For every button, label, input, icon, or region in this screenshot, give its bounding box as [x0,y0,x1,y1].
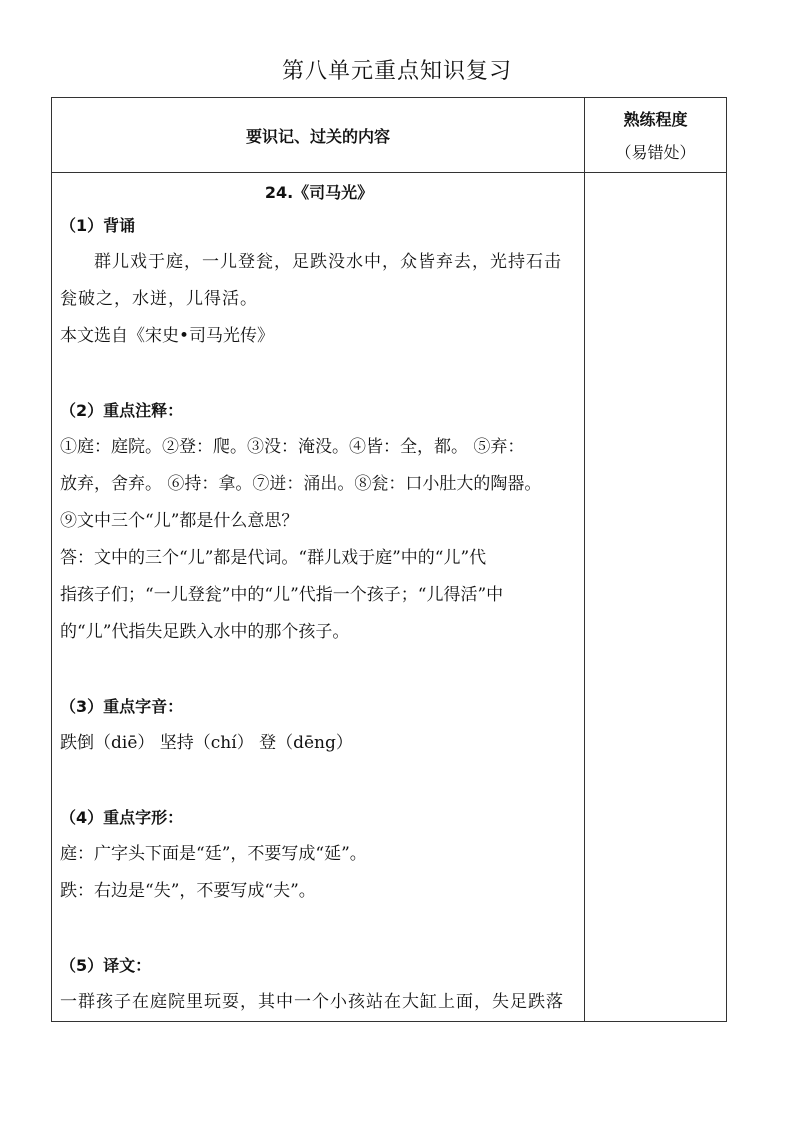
table-row [52,173,727,1022]
text-line: 的“儿”代指失足跌入水中的那个孩子。 [60,622,350,642]
page-title: 第八单元重点知识复习 [281,59,512,84]
source-note: 本文选自《宋史•司马光传》 [60,326,275,346]
text-line: 庭：广字头下面是“廷”，不要写成“延”。 [60,844,367,864]
section-heading-notes: （2）重点注释： [60,401,184,420]
section-heading-pronunciation: （3）重点字音： [60,697,184,716]
text-line: 跌倒（diē） 坚持（chí） 登（dēng） [60,733,353,753]
section-heading-recite: （1）背诵 [60,216,136,235]
text-line: 答：文中的三个“儿”都是代词。“群儿戏于庭”中的“儿”代 [60,548,487,568]
text-line: 跌：右边是“失”，不要写成“夫”。 [60,881,316,901]
content-column-header: 要识记、过关的内容 [52,98,585,173]
text-line: ①庭：庭院。②登：爬。③没：淹没。④皆：全，都。 ⑤弃： [60,437,525,457]
table-header-row [52,98,727,173]
text-line: 放弃，舍弃。 ⑥持：拿。⑦迸：涌出。⑧瓮：口小肚大的陶器。 [60,474,542,494]
text-line: 指孩子们；“一儿登瓮”中的“儿”代指一个孩子；“儿得活”中 [60,585,504,605]
proficiency-sub-label: （易错处） [615,143,696,162]
review-table [51,97,727,1022]
text-line: 瓮破之，水迸，儿得活。 [60,289,258,309]
section-heading-character-form: （4）重点字形： [60,808,184,827]
text-line: 群儿戏于庭，一儿登瓮，足跌没水中，众皆弃去，光持石击 [94,252,562,272]
content-cell [52,173,585,1022]
text-line: ⑨文中三个“儿”都是什么意思？ [60,511,299,531]
lesson-title: 24.《司马光》 [264,183,374,202]
section-heading-translation: （5）译文： [60,956,152,975]
text-line: 一群孩子在庭院里玩耍，其中一个小孩站在大缸上面，失足跌落 [60,992,564,1012]
proficiency-cell [585,173,727,1022]
proficiency-label: 熟练程度 [623,110,688,129]
proficiency-column-header [585,98,727,173]
